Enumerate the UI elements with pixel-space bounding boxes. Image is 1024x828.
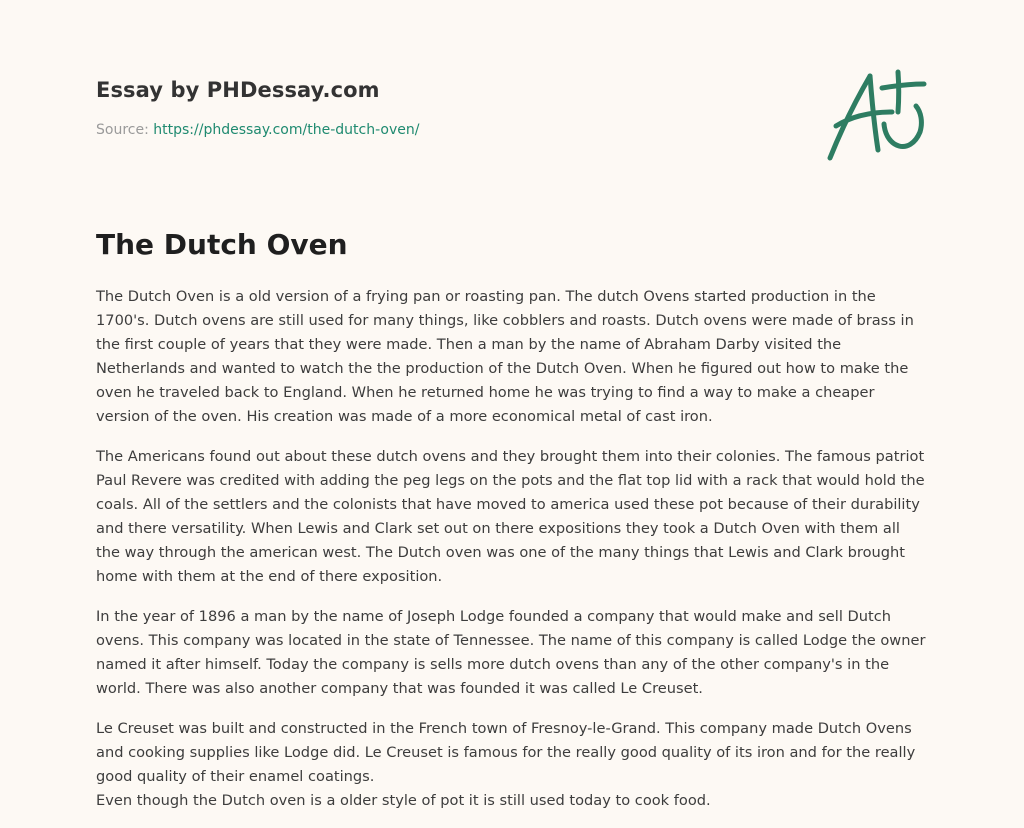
source-line: [96, 120, 796, 140]
a-plus-grade-icon: [822, 66, 928, 166]
page-header: [96, 76, 796, 140]
essay-paragraph: Le Creuset was built and constructed in the French town of Fresnoy-le-Grand. This company made Dutch Ovens and cooking supplies like Lodge did. Le Creuset is famous for the really good quality of its iron and for the really good quality of their enamel coatings.: [96, 720, 916, 785]
essay-paragraph: Even though the Dutch oven is a older style of pot it is still used today to cook food.: [96, 792, 711, 809]
essay-paragraph: The Americans found out about these dutch ovens and they brought them into their colonies. The famous patriot Paul Revere was credited with adding the peg legs on the pots and the flat top lid with a rack that would hold the coals. All of the settlers and the colonists that have moved to america used these pot because of their durability and there versatility. When Lewis and Clark set out on there expositions they took a Dutch Oven with them all the way through the american west. The Dutch oven was one of the many things that Lewis and Clark brought home with them at the end of there exposition.: [96, 448, 925, 585]
site-title: Essay by PHDessay.com: [96, 78, 380, 102]
source-label: Source:: [96, 122, 154, 138]
essay-body: [96, 285, 926, 813]
source-link[interactable]: https://phdessay.com/the-dutch-oven/: [153, 122, 420, 138]
essay-paragraph: The Dutch Oven is a old version of a frying pan or roasting pan. The dutch Ovens started production in the 1700's. Dutch ovens are still used for many things, like cobblers and roasts. Dutch ovens were made of brass in the first couple of years that they were made. Then a man by the name of Abraham Darby visited the Netherlands and wanted to watch the the production of the Dutch Oven. When he figured out how to make the oven he traveled back to England. When he returned home he was trying to find a way to make a cheaper version of the oven. His creation was made of a more economical metal of cast iron.: [96, 288, 914, 425]
essay-title: The Dutch Oven: [96, 228, 348, 261]
essay-paragraph: In the year of 1896 a man by the name of Joseph Lodge founded a company that would make and sell Dutch ovens. This company was located in the state of Tennessee. The name of this company is called Lodge the owner named it after himself. Today the company is sells more dutch ovens than any of the other company's in the world. There was also another company that was founded it was called Le Creuset.: [96, 608, 926, 697]
